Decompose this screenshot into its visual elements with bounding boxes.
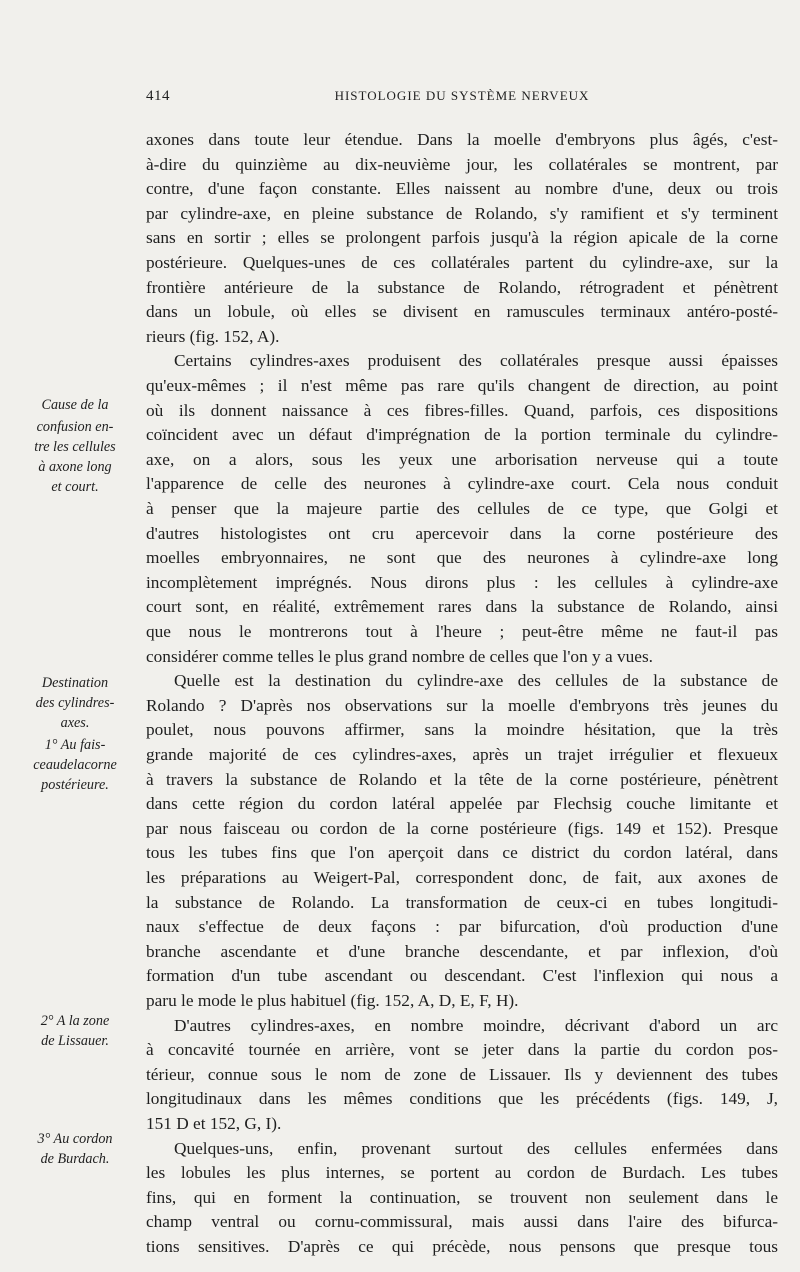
text-line: l'apparence de celle des neurones à cylindre-axe court. Cela nous conduit (146, 474, 778, 494)
text-line: naux s'effectue de deux façons : par bifurcation, d'où production d'une (146, 917, 778, 937)
text-line: à penser que la majeure partie des cellules de ce type, que Golgi et (146, 499, 778, 518)
text-line: les préparations au Weigert-Pal, correspondent donc, de fait, aux axones de (146, 868, 778, 887)
text-line: longitudinaux dans les mêmes conditions que les précédents (figs. 149, J, (146, 1089, 778, 1109)
text-line: que nous le montrerons tout à l'heure ; peut-être même ne faut-il pas (146, 622, 778, 641)
text-line: postérieure. Quelques-unes de ces collatérales partent du cylindre-axe, sur la (146, 253, 778, 272)
text-line: où ils donnent naissance à ces fibres-filles. Quand, parfois, ces dispositions (146, 400, 778, 420)
text-line: térieur, connue sous le nom de zone de Lissauer. Ils y deviennent des tubes (146, 1064, 778, 1084)
text-line: paru le mode le plus habituel (fig. 152, A, D, E, F, H). (146, 991, 519, 1010)
margin-note: à axone long (38, 459, 112, 475)
text-line: Certains cylindres-axes produisent des collatérales presque aussi épaisses (174, 351, 778, 371)
text-line: par nous faisceau ou cordon de la corne postérieure (figs. 149 et 152). Presque (146, 818, 778, 838)
text-line: coïncident avec un défaut d'imprégnation de la portion terminale du cylindre- (146, 425, 778, 445)
text-line: formation d'un tube ascendant ou descendant. C'est l'inflexion qui nous a (146, 966, 778, 986)
margin-note: de Lissauer. (41, 1033, 109, 1049)
text-line: contre, d'une façon constante. Elles naissent au nombre d'une, deux ou trois (146, 179, 778, 199)
text-line: considérer comme telles le plus grand nombre de celles que l'on y a vues. (146, 646, 653, 666)
margin-note: et court. (51, 479, 99, 495)
text-line: d'autres histologistes ont cru apercevoir dans la corne postérieure des (146, 523, 778, 543)
text-line: grande majorité de ces cylindres-axes, après un trajet irrégulier et flexueux (146, 745, 778, 764)
text-line: champ ventral ou cornu-commissural, mais aussi dans l'aire des bifurca- (146, 1212, 778, 1232)
text-line: à travers la substance de Rolando et la tête de la corne postérieure, pénètrent (146, 769, 778, 789)
text-line: à-dire du quinzième au dix-neuvième jour, les collatérales se montrent, par (146, 154, 778, 174)
text-line: qu'eux-mêmes ; il n'est même pas rare qu'ils changent de direction, au point (146, 376, 778, 395)
margin-note: Destination (41, 675, 109, 691)
text-line: D'autres cylindres-axes, en nombre moindre, décrivant d'abord un arc (174, 1015, 778, 1035)
margin-note: tre les cellules (34, 439, 116, 455)
margin-note: 3° Au cordon (37, 1131, 113, 1147)
text-line: dans un lobule, où elles se divisent en ramuscules terminaux antéro-posté- (146, 302, 778, 322)
text-line: dans cette région du cordon latéral appelée par Flechsig couche limitante et (146, 794, 778, 814)
text-line: tous les tubes fins que l'on aperçoit dans ce district du cordon latéral, dans (146, 843, 778, 863)
text-line: par cylindre-axe, en pleine substance de Rolando, s'y ramifient et s'y terminent (146, 203, 778, 223)
text-line: rieurs (fig. 152, A). (146, 326, 280, 346)
margin-note: confusion en- (36, 419, 114, 435)
margin-note: Cause de la (41, 397, 109, 413)
page-number: 414 (146, 88, 170, 104)
running-head: HISTOLOGIE DU SYSTÈME NERVEUX (334, 88, 590, 103)
margin-note: de Burdach. (40, 1151, 110, 1167)
margin-note: 1° Au fais- (44, 737, 106, 753)
margin-note: 2° A la zone (40, 1013, 110, 1029)
text-line: Quelques-uns, enfin, provenant surtout des cellules enfermées dans (174, 1138, 778, 1158)
margin-note: des cylindres- (35, 695, 115, 711)
text-line: axe, on a alors, sous les yeux une arborisation nerveuse qui a toute (146, 449, 778, 469)
text-line: court sont, en réalité, extrêmement rares dans la substance de Rolando, ainsi (146, 597, 778, 617)
text-line: poulet, nous pouvons affirmer, sans la moindre hésitation, que la très (146, 720, 778, 740)
text-line: Rolando ? D'après nos observations sur la moelle d'embryons très jeunes du (146, 695, 778, 715)
text-line: la substance de Rolando. La transformation de ceux-ci en tubes longitudi- (146, 892, 778, 912)
text-line: les lobules les plus internes, se portent au cordon de Burdach. Les tubes (146, 1163, 778, 1183)
margin-note: ceaudelacorne (33, 757, 117, 773)
text-line: Quelle est la destination du cylindre-axe des cellules de la substance de (174, 671, 778, 691)
text-line: tions sensitives. D'après ce qui précède, nous pensons que presque tous (146, 1237, 778, 1256)
text-line: frontière antérieure de la substance de Rolando, rétrogradent et pénètrent (146, 277, 778, 297)
text-line: incomplètement imprégnés. Nous dirons plus : les cellules à cylindre-axe (146, 572, 778, 592)
text-line: branche ascendante et d'une branche descendante, et par inflexion, d'où (146, 941, 778, 961)
page-header (146, 88, 778, 112)
margin-note: postérieure. (41, 777, 109, 793)
text-line: fins, qui en forment la continuation, se trouvent non seulement dans le (146, 1187, 778, 1207)
text-line: axones dans toute leur étendue. Dans la moelle d'embryons plus âgés, c'est- (146, 130, 778, 149)
text-line: 151 D et 152, G, I). (146, 1114, 282, 1133)
text-line: à concavité tournée en arrière, vont se jeter dans la partie du cordon pos- (146, 1040, 778, 1060)
margin-note: axes. (60, 715, 90, 731)
text-line: moelles embryonnaires, ne sont que des neurones à cylindre-axe long (146, 548, 778, 568)
text-line: sans en sortir ; elles se prolongent parfois jusqu'à la région apicale de la corne (146, 228, 778, 248)
